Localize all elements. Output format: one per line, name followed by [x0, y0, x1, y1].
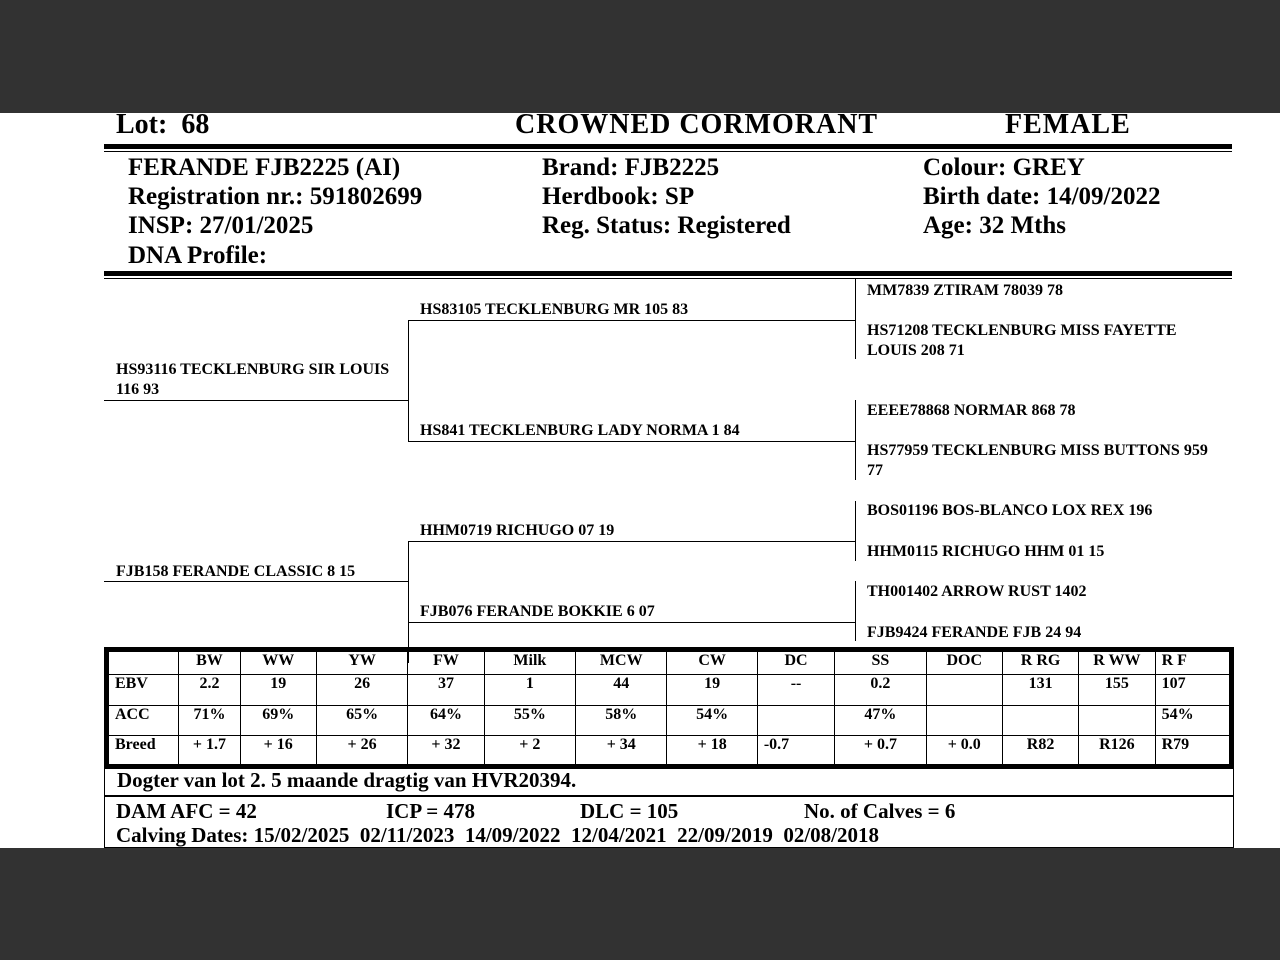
- ebv-cell: 131: [1002, 675, 1078, 706]
- breeder-name: CROWNED CORMORANT: [515, 113, 879, 140]
- ebv-cell: [1002, 706, 1078, 736]
- ebv-row-label: Breed: [107, 736, 179, 767]
- dam-stats-box: [104, 796, 1234, 848]
- ebv-cell: R79: [1155, 736, 1231, 767]
- dlc: DLC = 105: [580, 799, 679, 823]
- lot-catalogue-page: [0, 113, 1280, 848]
- ebv-header-cell: R F: [1155, 650, 1231, 675]
- ebv-cell: 58%: [576, 706, 667, 736]
- pedigree-sire-sire: HS83105 TECKLENBURG MR 105 83: [420, 301, 689, 318]
- registration-status: Reg. Status: Registered: [542, 212, 791, 239]
- ebv-row-label: EBV: [107, 675, 179, 706]
- ebv-row: [107, 675, 1232, 706]
- ebv-header-cell: CW: [667, 650, 757, 675]
- ebv-cell: 1: [484, 675, 575, 706]
- number-of-calves: No. of Calves = 6: [804, 799, 956, 823]
- ebv-header-cell: MCW: [576, 650, 667, 675]
- ebv-cell: + 26: [316, 736, 407, 767]
- pedigree-ggp: MM7839 ZTIRAM 78039 78: [867, 282, 1063, 299]
- ebv-cell: + 0.0: [926, 736, 1002, 767]
- ebv-cell: [757, 706, 834, 736]
- ebv-cell: 71%: [179, 706, 240, 736]
- ebv-cell: R126: [1079, 736, 1155, 767]
- ebv-header-cell: DC: [757, 650, 834, 675]
- ebv-cell: 47%: [835, 706, 926, 736]
- ebv-cell: 155: [1079, 675, 1155, 706]
- birth-date: Birth date: 14/09/2022: [923, 183, 1161, 210]
- ebv-cell: 64%: [408, 706, 484, 736]
- ebv-header-cell: SS: [835, 650, 926, 675]
- ebv-cell: + 1.7: [179, 736, 240, 767]
- dam-dam-line: [408, 622, 856, 623]
- ebv-cell: 19: [667, 675, 757, 706]
- pedigree-dam: FJB158 FERANDE CLASSIC 8 15: [116, 563, 356, 580]
- ebv-table: [104, 647, 1234, 769]
- ebv-row-label: ACC: [107, 706, 179, 736]
- ebv-cell: + 32: [408, 736, 484, 767]
- ggp-bracket-2: [855, 400, 856, 480]
- colour: Colour: GREY: [923, 154, 1085, 181]
- lot-label: Lot:: [116, 113, 168, 140]
- ebv-header-cell: R WW: [1079, 650, 1155, 675]
- remark-text: Dogter van lot 2. 5 maande dragtig van HVR20394.: [117, 768, 577, 792]
- lot-number: 68: [181, 113, 210, 140]
- ebv-cell: R82: [1002, 736, 1078, 767]
- ggp-bracket-3: [855, 501, 856, 561]
- ebv-cell: --: [757, 675, 834, 706]
- info-rule: [104, 271, 1232, 276]
- pedigree-ggp: HHM0115 RICHUGO HHM 01 15: [867, 543, 1105, 560]
- pedigree-ggp: TH001402 ARROW RUST 1402: [867, 583, 1087, 600]
- herdbook: Herdbook: SP: [542, 183, 695, 210]
- animal-name: FERANDE FJB2225 (AI): [128, 154, 401, 181]
- info-rule-thin: [104, 278, 1232, 279]
- ebv-cell: 54%: [667, 706, 757, 736]
- pedigree-ggp: HS71208 TECKLENBURG MISS FAYETTE LOUIS 208 71: [867, 322, 1177, 359]
- pedigree-dam-sire: HHM0719 RICHUGO 07 19: [420, 522, 615, 539]
- dam-afc: DAM AFC = 42: [116, 799, 257, 823]
- pedigree-ggp: BOS01196 BOS-BLANCO LOX REX 196: [867, 502, 1153, 519]
- ebv-cell: + 18: [667, 736, 757, 767]
- age: Age: 32 Mths: [923, 212, 1067, 239]
- inspection-date: INSP: 27/01/2025: [128, 212, 314, 239]
- ebv-cell: 65%: [316, 706, 407, 736]
- lot-heading: [116, 113, 209, 139]
- pedigree-dam-dam: FJB076 FERANDE BOKKIE 6 07: [420, 603, 655, 620]
- ebv-header-cell: YW: [316, 650, 407, 675]
- ebv-row: [107, 706, 1232, 736]
- ebv-cell: 19: [240, 675, 316, 706]
- sire-dam-line: [408, 441, 856, 442]
- ebv-header-cell: [107, 650, 179, 675]
- ebv-cell: 2.2: [179, 675, 240, 706]
- ebv-cell: 0.2: [835, 675, 926, 706]
- ebv-cell: + 16: [240, 736, 316, 767]
- ebv-header-cell: Milk: [484, 650, 575, 675]
- ebv-cell: [926, 675, 1002, 706]
- dam-line: [104, 581, 409, 582]
- dam-sire-line: [408, 541, 856, 542]
- icp: ICP = 478: [386, 799, 475, 823]
- ebv-cell: 44: [576, 675, 667, 706]
- sire-sire-line: [408, 320, 856, 321]
- ebv-header-cell: WW: [240, 650, 316, 675]
- sire-line: [104, 400, 409, 401]
- ebv-cell: 55%: [484, 706, 575, 736]
- pedigree-sire: HS93116 TECKLENBURG SIR LOUIS 116 93: [116, 361, 390, 398]
- brand: Brand: FJB2225: [542, 154, 720, 181]
- remark-box: [104, 766, 1234, 796]
- dam-bracket: [408, 541, 409, 663]
- pedigree-ggp: FJB9424 FERANDE FJB 24 94: [867, 624, 1082, 641]
- pedigree-ggp: HS77959 TECKLENBURG MISS BUTTONS 959 77: [867, 442, 1208, 479]
- ggp-bracket-1: [855, 279, 856, 359]
- ebv-cell: 54%: [1155, 706, 1231, 736]
- ebv-cell: 37: [408, 675, 484, 706]
- sex-label: FEMALE: [1005, 113, 1131, 140]
- header-rule: [104, 144, 1232, 149]
- ebv-header-row: [107, 650, 1232, 675]
- ebv-row: [107, 736, 1232, 767]
- ebv-cell: + 34: [576, 736, 667, 767]
- ebv-header-cell: BW: [179, 650, 240, 675]
- ebv-cell: -0.7: [757, 736, 834, 767]
- ebv-cell: [1079, 706, 1155, 736]
- pedigree-ggp: EEEE78868 NORMAR 868 78: [867, 402, 1076, 419]
- header-rule-thin: [104, 151, 1232, 152]
- ebv-header-cell: DOC: [926, 650, 1002, 675]
- ebv-cell: 107: [1155, 675, 1231, 706]
- ebv-cell: + 0.7: [835, 736, 926, 767]
- registration-number: Registration nr.: 591802699: [128, 183, 423, 210]
- ebv-cell: + 2: [484, 736, 575, 767]
- ebv-header-cell: FW: [408, 650, 484, 675]
- ebv-cell: 69%: [240, 706, 316, 736]
- ebv-cell: 26: [316, 675, 407, 706]
- pedigree-sire-dam: HS841 TECKLENBURG LADY NORMA 1 84: [420, 422, 740, 439]
- ebv-cell: [926, 706, 1002, 736]
- sire-bracket: [408, 320, 409, 442]
- ggp-bracket-4: [855, 581, 856, 641]
- calving-dates: Calving Dates: 15/02/2025 02/11/2023 14/09/2022 12/04/2021 22/09/2019 02/08/2018: [116, 823, 880, 847]
- ebv-header-cell: R RG: [1002, 650, 1078, 675]
- dna-profile: DNA Profile:: [128, 242, 268, 269]
